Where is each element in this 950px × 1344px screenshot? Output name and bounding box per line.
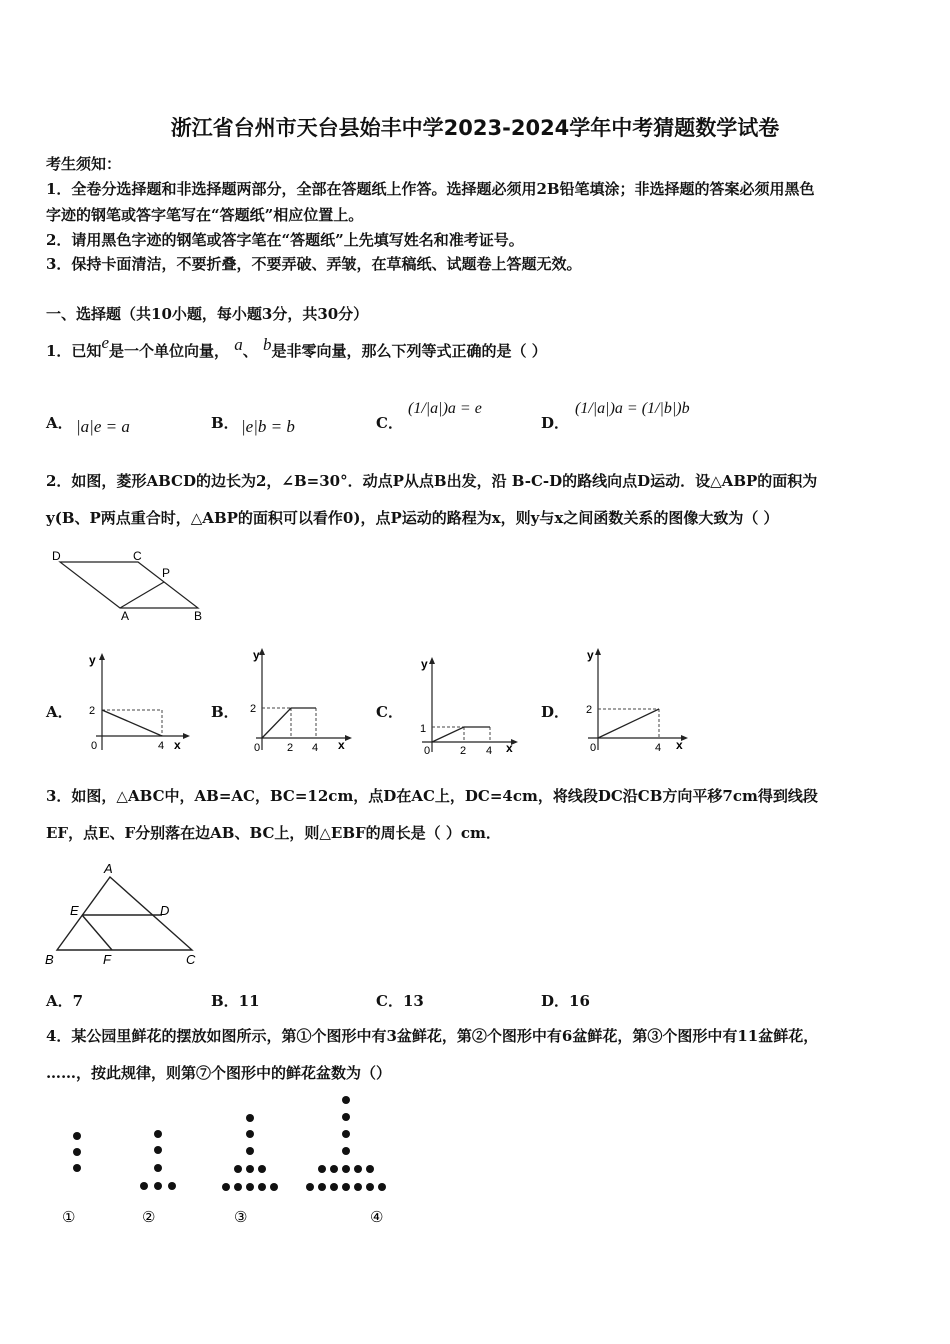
notice-heading: 考生须知： — [46, 155, 122, 173]
section-title: 一、选择题（共10小题，每小题3分，共30分） — [46, 305, 369, 323]
label-f: F — [103, 952, 111, 967]
graph-b-y-tick: 2 — [250, 703, 257, 715]
question-4-line-2: ……，按此规律，则第⑦个图形中的鲜花盆数为（） — [46, 1064, 392, 1082]
q1-option-b-math: |e|b = b — [241, 417, 295, 436]
graph-d — [578, 645, 693, 760]
q1-option-c-label: C． — [376, 414, 403, 432]
q3-option-b: B．11 — [211, 992, 260, 1010]
graph-b-x-label: x — [338, 738, 345, 752]
label-b: B — [45, 952, 54, 967]
pattern-3 — [222, 1114, 278, 1191]
pattern-1 — [73, 1132, 81, 1172]
label-e: E — [70, 903, 79, 918]
label-a: A — [104, 861, 113, 876]
pattern-1-label: ① — [62, 1209, 76, 1226]
q1-option-d-math: (1/|a|)a = (1/|b|)b — [575, 400, 690, 417]
page-title: 浙江省台州市天台县始丰中学2023-2024学年中考猜题数学试卷 — [170, 116, 780, 140]
question-4-line-1: 4．某公园里鲜花的摆放如图所示，第①个图形中有3盆鲜花，第②个图形中有6盆鲜花，第③个图形中有11盆鲜花， — [46, 1027, 819, 1045]
question-2-line-2: y(B、P两点重合时，△ABP的面积可以看作0)，点P运动的路程为x，则y与x之间函数关系的图像大致为（ ） — [46, 509, 779, 527]
graph-a-curve — [102, 710, 162, 736]
question-1-text: 1．已知e是一个单位向量， a、 b是非零向量，那么下列等式正确的是（ ） — [46, 333, 547, 360]
q3-option-c: C．13 — [376, 992, 424, 1010]
rhombus-figure — [46, 545, 216, 625]
label-c: C — [186, 952, 196, 967]
label-c: C — [133, 549, 142, 563]
graph-a-x-label: x — [174, 738, 181, 752]
graph-c-x-tick-2: 2 — [460, 745, 467, 757]
pattern-4-label: ④ — [370, 1209, 384, 1226]
graph-d-y-tick: 2 — [586, 704, 593, 716]
label-d: D — [52, 549, 61, 563]
notice-item-1-cont: 字迹的钢笔或答字笔写在“答题纸”相应位置上。 — [46, 206, 364, 224]
graph-b-curve — [262, 708, 316, 738]
graph-c-x-label: x — [506, 741, 513, 755]
graph-c-x-tick-4: 4 — [486, 745, 493, 757]
notice-item-3: 3．保持卡面清洁，不要折叠，不要弄破、弄皱，在草稿纸、试题卷上答题无效。 — [46, 255, 582, 273]
segment-ap — [120, 582, 164, 608]
notice-item-1: 1．全卷分选择题和非选择题两部分，全部在答题纸上作答。选择题必须用2B铅笔填涂；非选择题的答案必须用黑色 — [46, 180, 815, 198]
pattern-2 — [140, 1130, 176, 1190]
graph-d-origin: 0 — [590, 742, 597, 754]
graph-c-origin: 0 — [424, 745, 431, 757]
triangle-figure — [40, 858, 210, 973]
pattern-3-label: ③ — [234, 1209, 248, 1226]
label-b: B — [194, 609, 203, 623]
graph-c-y-label: y — [421, 657, 428, 671]
q1-option-c-math: (1/|a|)a = e — [408, 400, 482, 417]
question-3-line-2: EF，点E、F分别落在边AB、BC上，则△EBF的周长是（ ）cm． — [46, 824, 501, 842]
q2-option-a-label: A． — [46, 703, 73, 721]
rhombus-abcd — [60, 562, 198, 608]
q1-option-a-math: |a|e = a — [76, 417, 130, 436]
graph-c — [412, 652, 527, 762]
pattern-2-label: ② — [142, 1209, 156, 1226]
graph-a — [84, 650, 194, 760]
question-2-line-1: 2．如图，菱形ABCD的边长为2，∠B=30°．动点P从点B出发，沿 B-C-D的路线向点D运动．设△ABP的面积为 — [46, 472, 818, 490]
graph-a-origin: 0 — [91, 740, 98, 752]
q1-option-a-label: A． — [46, 414, 73, 432]
graph-b — [244, 645, 354, 760]
graph-c-y-tick: 1 — [420, 723, 427, 735]
graph-d-y-label: y — [587, 648, 594, 662]
graph-c-curve — [432, 727, 490, 742]
pattern-4 — [306, 1096, 386, 1191]
q2-option-d-label: D． — [541, 703, 570, 721]
q2-option-b-label: B． — [211, 703, 239, 721]
graph-d-x-label: x — [676, 738, 683, 752]
graph-b-x-tick-4: 4 — [312, 742, 319, 754]
graph-a-x-tick: 4 — [158, 740, 165, 752]
q1-option-d-label: D． — [541, 414, 570, 432]
question-3-line-1: 3．如图，△ABC中，AB=AC，BC=12cm，点D在AC上，DC=4cm，将线段DC沿CB方向平移7cm得到线段 — [46, 787, 818, 805]
label-p: P — [162, 566, 171, 580]
label-d: D — [160, 903, 170, 918]
flower-pattern-figure — [50, 1090, 430, 1230]
graph-d-x-tick: 4 — [655, 742, 662, 754]
graph-b-y-label: y — [253, 648, 260, 662]
graph-b-origin: 0 — [254, 742, 261, 754]
graph-d-curve — [598, 709, 659, 738]
q3-option-d: D．16 — [541, 992, 590, 1010]
q3-option-a: A．7 — [46, 992, 84, 1010]
q1-option-b-label: B． — [211, 414, 239, 432]
q2-option-c-label: C． — [376, 703, 403, 721]
graph-a-y-tick: 2 — [89, 705, 96, 717]
notice-item-2: 2．请用黑色字迹的钢笔或答字笔在“答题纸”上先填写姓名和准考证号。 — [46, 231, 524, 249]
label-a: A — [121, 609, 130, 623]
graph-b-x-tick-2: 2 — [287, 742, 294, 754]
segment-ef — [82, 915, 112, 950]
graph-a-y-label: y — [89, 653, 96, 667]
